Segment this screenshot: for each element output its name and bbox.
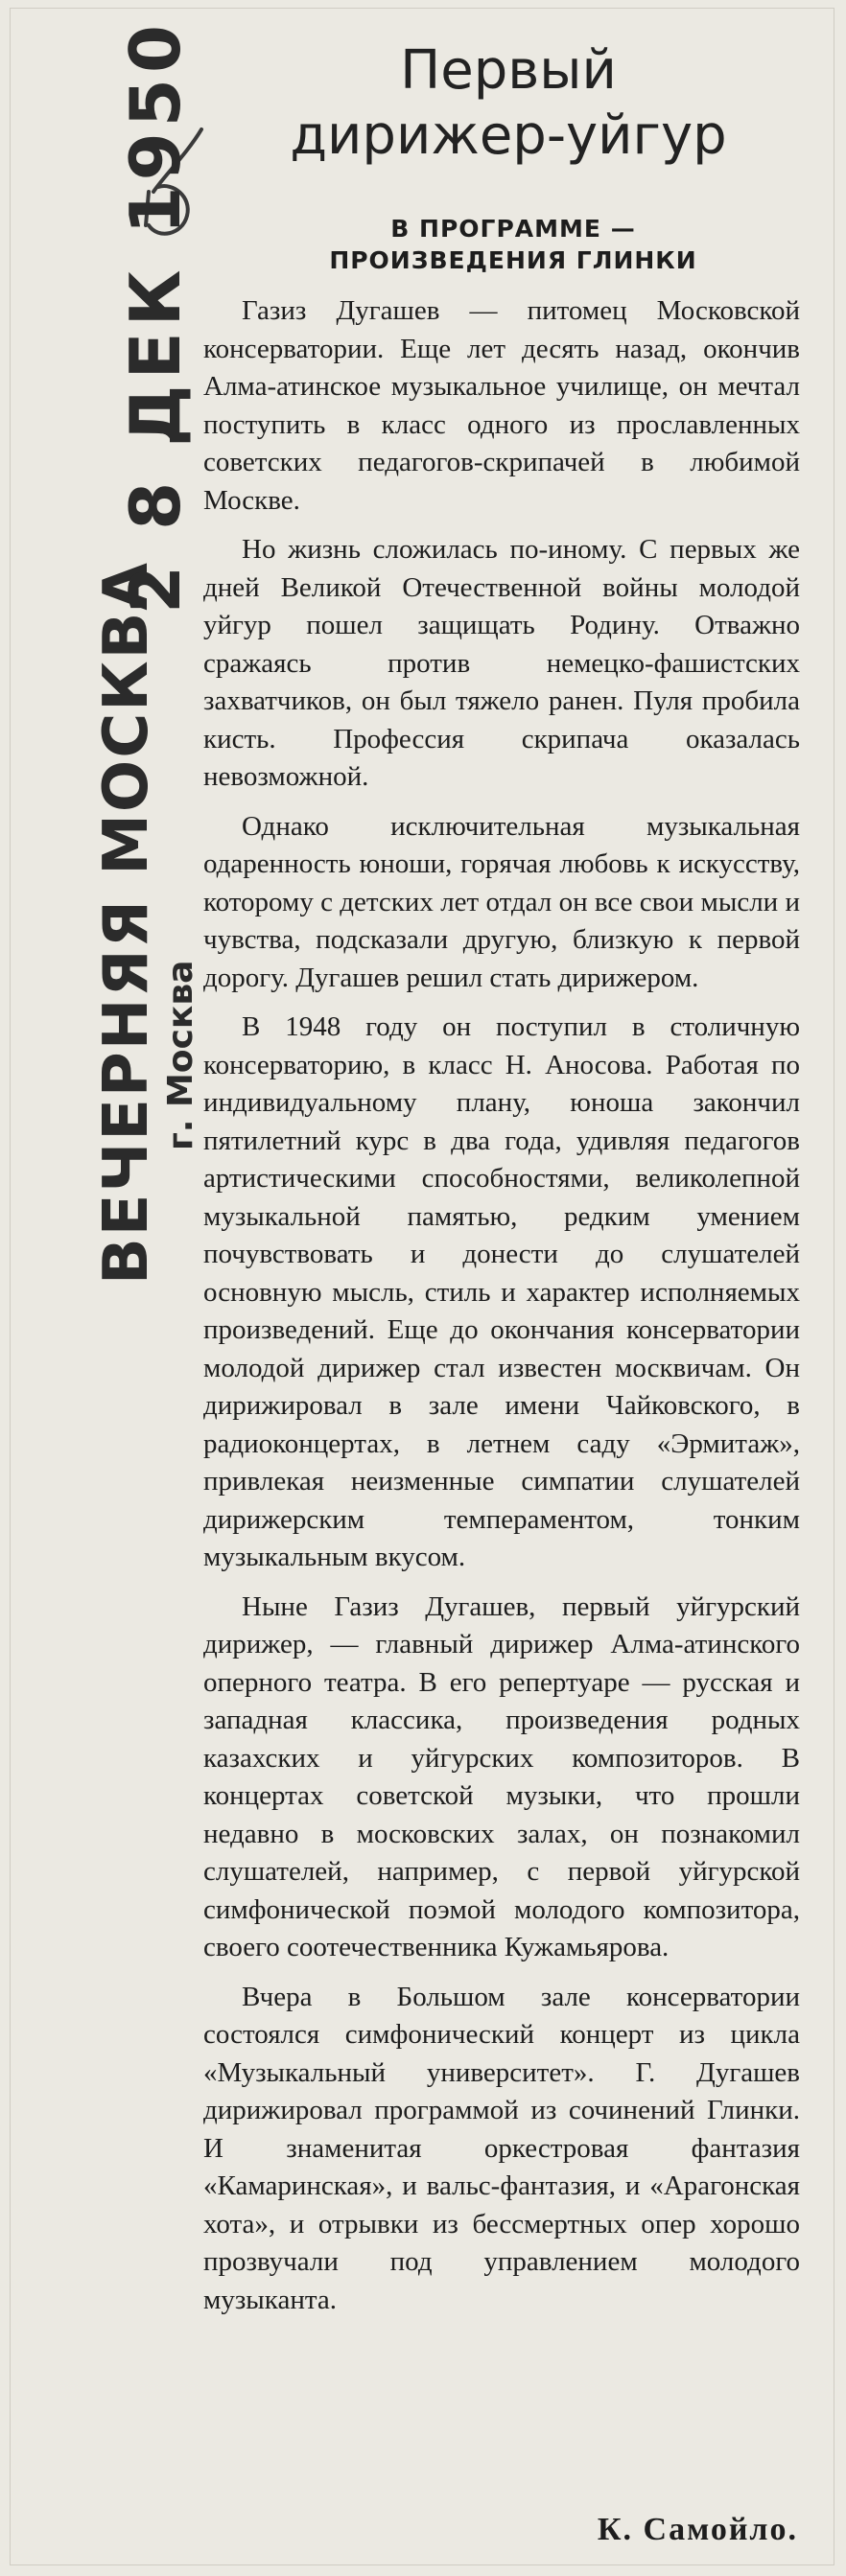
paragraph: Но жизнь сложилась по-иному. С первых же дней Великой Отечественной войны молодой уйгур пошел защищать Родину. Отважно сражаясь против немецко-фашистских захватчиков, он был тяжело ранен. Пуля пробила кисть. Профессия скрипача оказалась невозможной.	[203, 534, 800, 792]
article-title	[240, 38, 777, 169]
article-subtitle	[259, 213, 767, 276]
paragraph: В 1948 году он поступил в столичную консерваторию, в класс Н. Аносова. Работая по индивидуальному плану, юноша закончил пятилетний курс в два года, удивляя педагогов артистическими способностями, великолепной музыкальной памятью, редким умением почувствовать и донести до слушателей основную мысль, стиль и характер исполняемых произведений. Еще до окончания консерватории молодой дирижер стал известен москвичам. Он дирижировал в зале имени Чайковского, в радиоконцертах, в летнем саду «Эрмитаж», привлекая неизменные симпатии слушателей дирижерским темпераментом, тонким музыкальным вкусом.	[203, 1011, 800, 1572]
paragraph: Ныне Газиз Дугашев, первый уйгурский дирижер, — главный дирижер Алма-атинского оперного театра. В его репертуаре — русская и западная классика, произведения родных казахских и уйгурских композиторов. В концертах советской музыки, что прошли недавно в московских залах, он познакомил слушателей, например, с первой уйгурской симфонической поэмой молодого композитора, своего соотечественника Кужамьярова.	[203, 1590, 800, 1962]
title-line-1: Первый	[400, 39, 617, 102]
paragraph: Вчера в Большом зале консерватории состоялся симфонический концерт из цикла «Музыкальный университет». Г. Дугашев дирижировал программой из сочинений Глинки. И знаменитая оркестровая фантазия «Камаринская», и вальс-фантазия, и «Арагонская хота», и отрывки из бессмертных опер хорошо прозвучали под управлением молодого музыканта.	[203, 1981, 800, 2315]
article-body	[203, 292, 800, 2331]
newspaper-name-stamp: ВЕЧЕРНЯЯ МОСКВА	[91, 561, 162, 1285]
author-signature: К. Самойло.	[597, 2512, 798, 2547]
paragraph: Однако исключительная музыкальная одаренность юноши, горячая любовь к искусству, которому с детских лет отдал он все свои мысли и чувства, подсказали другую, близкую к первой дорогу. Дугашев решил стать дирижером.	[203, 810, 800, 993]
date-stamp: 2 8 ДЕК 1950	[115, 19, 196, 614]
title-line-2: дирижер-уйгур	[290, 104, 727, 167]
paragraph: Газиз Дугашев — питомец Московской консерватории. Еще лет десять назад, окончив Алма-атинское музыкальное училище, он мечтал поступить в класс одного из прославленных советских педагогов-скрипачей в любимой Москве.	[203, 295, 800, 516]
city-stamp: г. Москва	[161, 960, 200, 1150]
subtitle-line-1: В ПРОГРАММЕ —	[390, 215, 636, 243]
subtitle-line-2: ПРОИЗВЕДЕНИЯ ГЛИНКИ	[329, 246, 697, 274]
